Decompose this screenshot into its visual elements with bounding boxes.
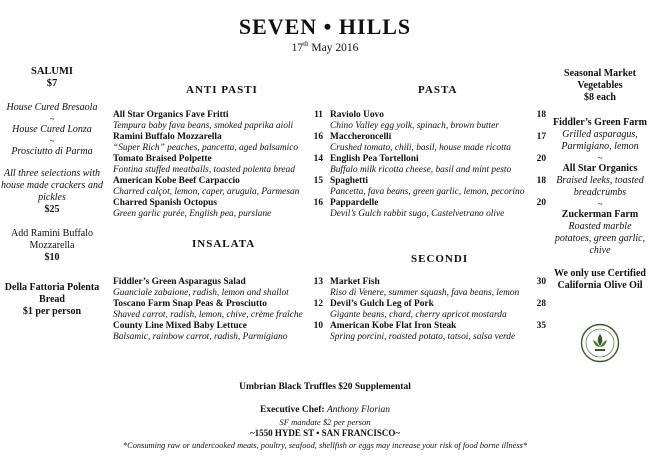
secondi-heading: SECONDI <box>411 253 469 265</box>
dish-name: Toscano Farm Snap Peas & Prosciutto <box>113 299 267 309</box>
dish-name: Ramini Buffalo Mozzarella <box>113 132 222 142</box>
insalata-heading: INSALATA <box>192 238 256 250</box>
dish-price: 16 <box>313 132 323 142</box>
vegetable-description: Braised leeks, toasted breadcrumbs <box>556 175 644 198</box>
salumi-note-price: $25 <box>44 204 60 215</box>
menu-item <box>330 176 546 198</box>
dish-price: 12 <box>313 299 323 309</box>
vegetable-description: Roasted marble potatoes, green garlic, chive <box>554 221 646 256</box>
dish-description: Charred calçot, lemon, caper, arugula, Parmesan <box>113 187 300 197</box>
dish-description: Riso di Venere, summer squash, fava beans, lemon <box>330 288 520 298</box>
dish-name: Devil’s Gulch Leg of Pork <box>330 299 434 309</box>
dish-description: Tempura baby fava beans, smoked paprika aioli <box>113 121 294 131</box>
date-suffix: th <box>303 40 309 48</box>
bread-price: $1 per person <box>22 306 82 317</box>
menu-item <box>330 299 546 321</box>
vegetable-separator: ~ <box>597 153 603 163</box>
menu-item <box>330 110 546 132</box>
dish-description: Buffalo milk ricotta cheese, basil and mint pesto <box>330 165 512 175</box>
salumi-item: House Cured Bresaola <box>6 102 98 113</box>
dish-name: English Pea Tortelloni <box>330 154 419 164</box>
dish-price: 16 <box>313 198 323 208</box>
menu-item <box>330 154 546 176</box>
dish-description: Chino Valley egg yolk, spinach, brown butter <box>330 121 499 131</box>
menu-date <box>0 40 650 54</box>
dish-name: Tomato Braised Polpette <box>113 154 212 164</box>
dish-name: American Kobe Beef Carpaccio <box>113 176 240 186</box>
dish-name: Maccheroncelli <box>330 132 392 142</box>
salumi-addon-price: $10 <box>44 252 60 263</box>
menu-item <box>330 277 546 299</box>
vegetable-description: Grilled asparagus, Parmigiano, lemon <box>561 129 639 152</box>
salumi-separator: ~ <box>49 136 55 146</box>
dish-name: Raviolo Uovo <box>330 110 384 120</box>
salumi-item: House Cured Lonza <box>12 124 92 135</box>
dish-name: Charred Spanish Octopus <box>113 198 218 208</box>
restaurant-title: SEVEN • HILLS <box>238 14 412 39</box>
vegetables-title: Seasonal Market Vegetables <box>564 68 636 91</box>
bread-name: Della Fattoria Polenta Bread <box>4 282 100 305</box>
dish-description: “Super Rich” peaches, pancetta, aged balsamico <box>113 143 299 153</box>
truffle-supplement: Umbrian Black Truffles $20 Supplemental <box>239 382 411 392</box>
vegetables-column <box>550 68 650 292</box>
secondi-list <box>330 277 546 343</box>
dish-price: 14 <box>313 154 323 164</box>
food-safety-warning: *Consuming raw or undercooked meats, poultry, seafood, shellfish or eggs may increase your risk of food borne illness* <box>122 441 528 450</box>
dish-name: Spaghetti <box>330 176 369 186</box>
dish-name: Market Fish <box>330 277 380 287</box>
dish-name: County Line Mixed Baby Lettuce <box>113 321 247 331</box>
dish-description: Spring porcini, roasted potato, tatsoi, salsa verde <box>330 332 516 342</box>
pasta-list <box>330 110 546 220</box>
dish-price: 13 <box>313 277 323 287</box>
menu-item <box>330 321 546 343</box>
dish-description: Guanciale zabaione, radish, lemon and shallot <box>113 288 289 298</box>
pasta-heading: PASTA <box>418 84 458 96</box>
dish-name: Pappardelle <box>330 198 379 208</box>
date-day: 17 <box>291 41 304 54</box>
salumi-addon: Add Ramini Buffalo Mozzarella <box>10 228 94 251</box>
menu-item <box>113 277 323 299</box>
salumi-separator: ~ <box>49 114 55 124</box>
chef-label: Executive Chef: <box>259 405 325 415</box>
dish-name: Fiddler’s Green Asparagus Salad <box>113 277 246 287</box>
dish-price: 11 <box>314 110 323 120</box>
salumi-item: Prosciutto di Parma <box>11 146 93 157</box>
dish-price: 18 <box>536 110 546 120</box>
vegetables-price: $8 each <box>584 92 616 103</box>
menu-item <box>113 176 323 198</box>
dish-description: Gigante beans, chard, cherry apricot mostarda <box>330 310 507 320</box>
menu-item <box>330 132 546 154</box>
salumi-price: $7 <box>46 78 58 89</box>
dish-price: 28 <box>536 299 546 309</box>
sf-mandate: SF mandate $2 per person <box>279 417 371 427</box>
dish-price: 18 <box>536 176 546 186</box>
insalata-list <box>113 277 323 343</box>
dish-price: 20 <box>536 198 546 208</box>
dish-name: American Kobe Flat Iron Steak <box>330 321 457 331</box>
menu-item <box>113 154 323 176</box>
dish-description: Shaved carrot, radish, lemon, chive, crème fraîche <box>113 310 303 320</box>
dish-price: 17 <box>536 132 546 142</box>
dish-description: Balsamic, rainbow carrot, radish, Parmigiano <box>113 332 288 342</box>
dish-description: Crushed tomato, chili, basil, house made ricotta <box>330 143 511 153</box>
address: ~1550 HYDE ST • SAN FRANCISCO~ <box>249 428 401 438</box>
dish-price: 35 <box>536 321 546 331</box>
menu-item <box>113 198 323 220</box>
dish-price: 30 <box>536 277 546 287</box>
salumi-note: All three selections with house made crackers and pickles <box>1 168 103 203</box>
menu-item <box>113 321 323 343</box>
dish-description: Pancetta, fava beans, green garlic, lemon, pecorino <box>330 187 525 197</box>
chef-name: Anthony Florian <box>326 405 391 415</box>
date-rest: May 2016 <box>308 41 359 54</box>
farm-name: Zuckerman Farm <box>561 209 639 220</box>
california-olive-oil-seal-icon <box>580 323 620 363</box>
vegetable-separator: ~ <box>597 199 603 209</box>
olive-oil-note: We only use Certified California Olive Oil <box>554 268 646 291</box>
menu-item <box>330 198 546 220</box>
dish-price: 10 <box>313 321 323 331</box>
salumi-title: SALUMI <box>30 66 73 77</box>
dish-description: Green garlic purée, English pea, purslane <box>113 209 272 219</box>
dish-description: Devil’s Gulch rabbit sugo, Castelvetrano olive <box>330 209 505 219</box>
menu-item <box>113 110 323 132</box>
dish-name: All Star Organics Fave Fritti <box>113 110 229 120</box>
menu-item <box>113 299 323 321</box>
dish-description: Fontina stuffed meatballs, toasted polenta bread <box>113 165 295 175</box>
salumi-column <box>0 66 104 318</box>
dish-price: 20 <box>536 154 546 164</box>
menu-item <box>113 132 323 154</box>
farm-name: All Star Organics <box>562 163 638 174</box>
chef-line <box>0 405 650 417</box>
anti-pasti-list <box>113 110 323 220</box>
farm-name: Fiddler’s Green Farm <box>552 117 648 128</box>
anti-pasti-heading: ANTI PASTI <box>186 84 258 96</box>
dish-price: 15 <box>313 176 323 186</box>
